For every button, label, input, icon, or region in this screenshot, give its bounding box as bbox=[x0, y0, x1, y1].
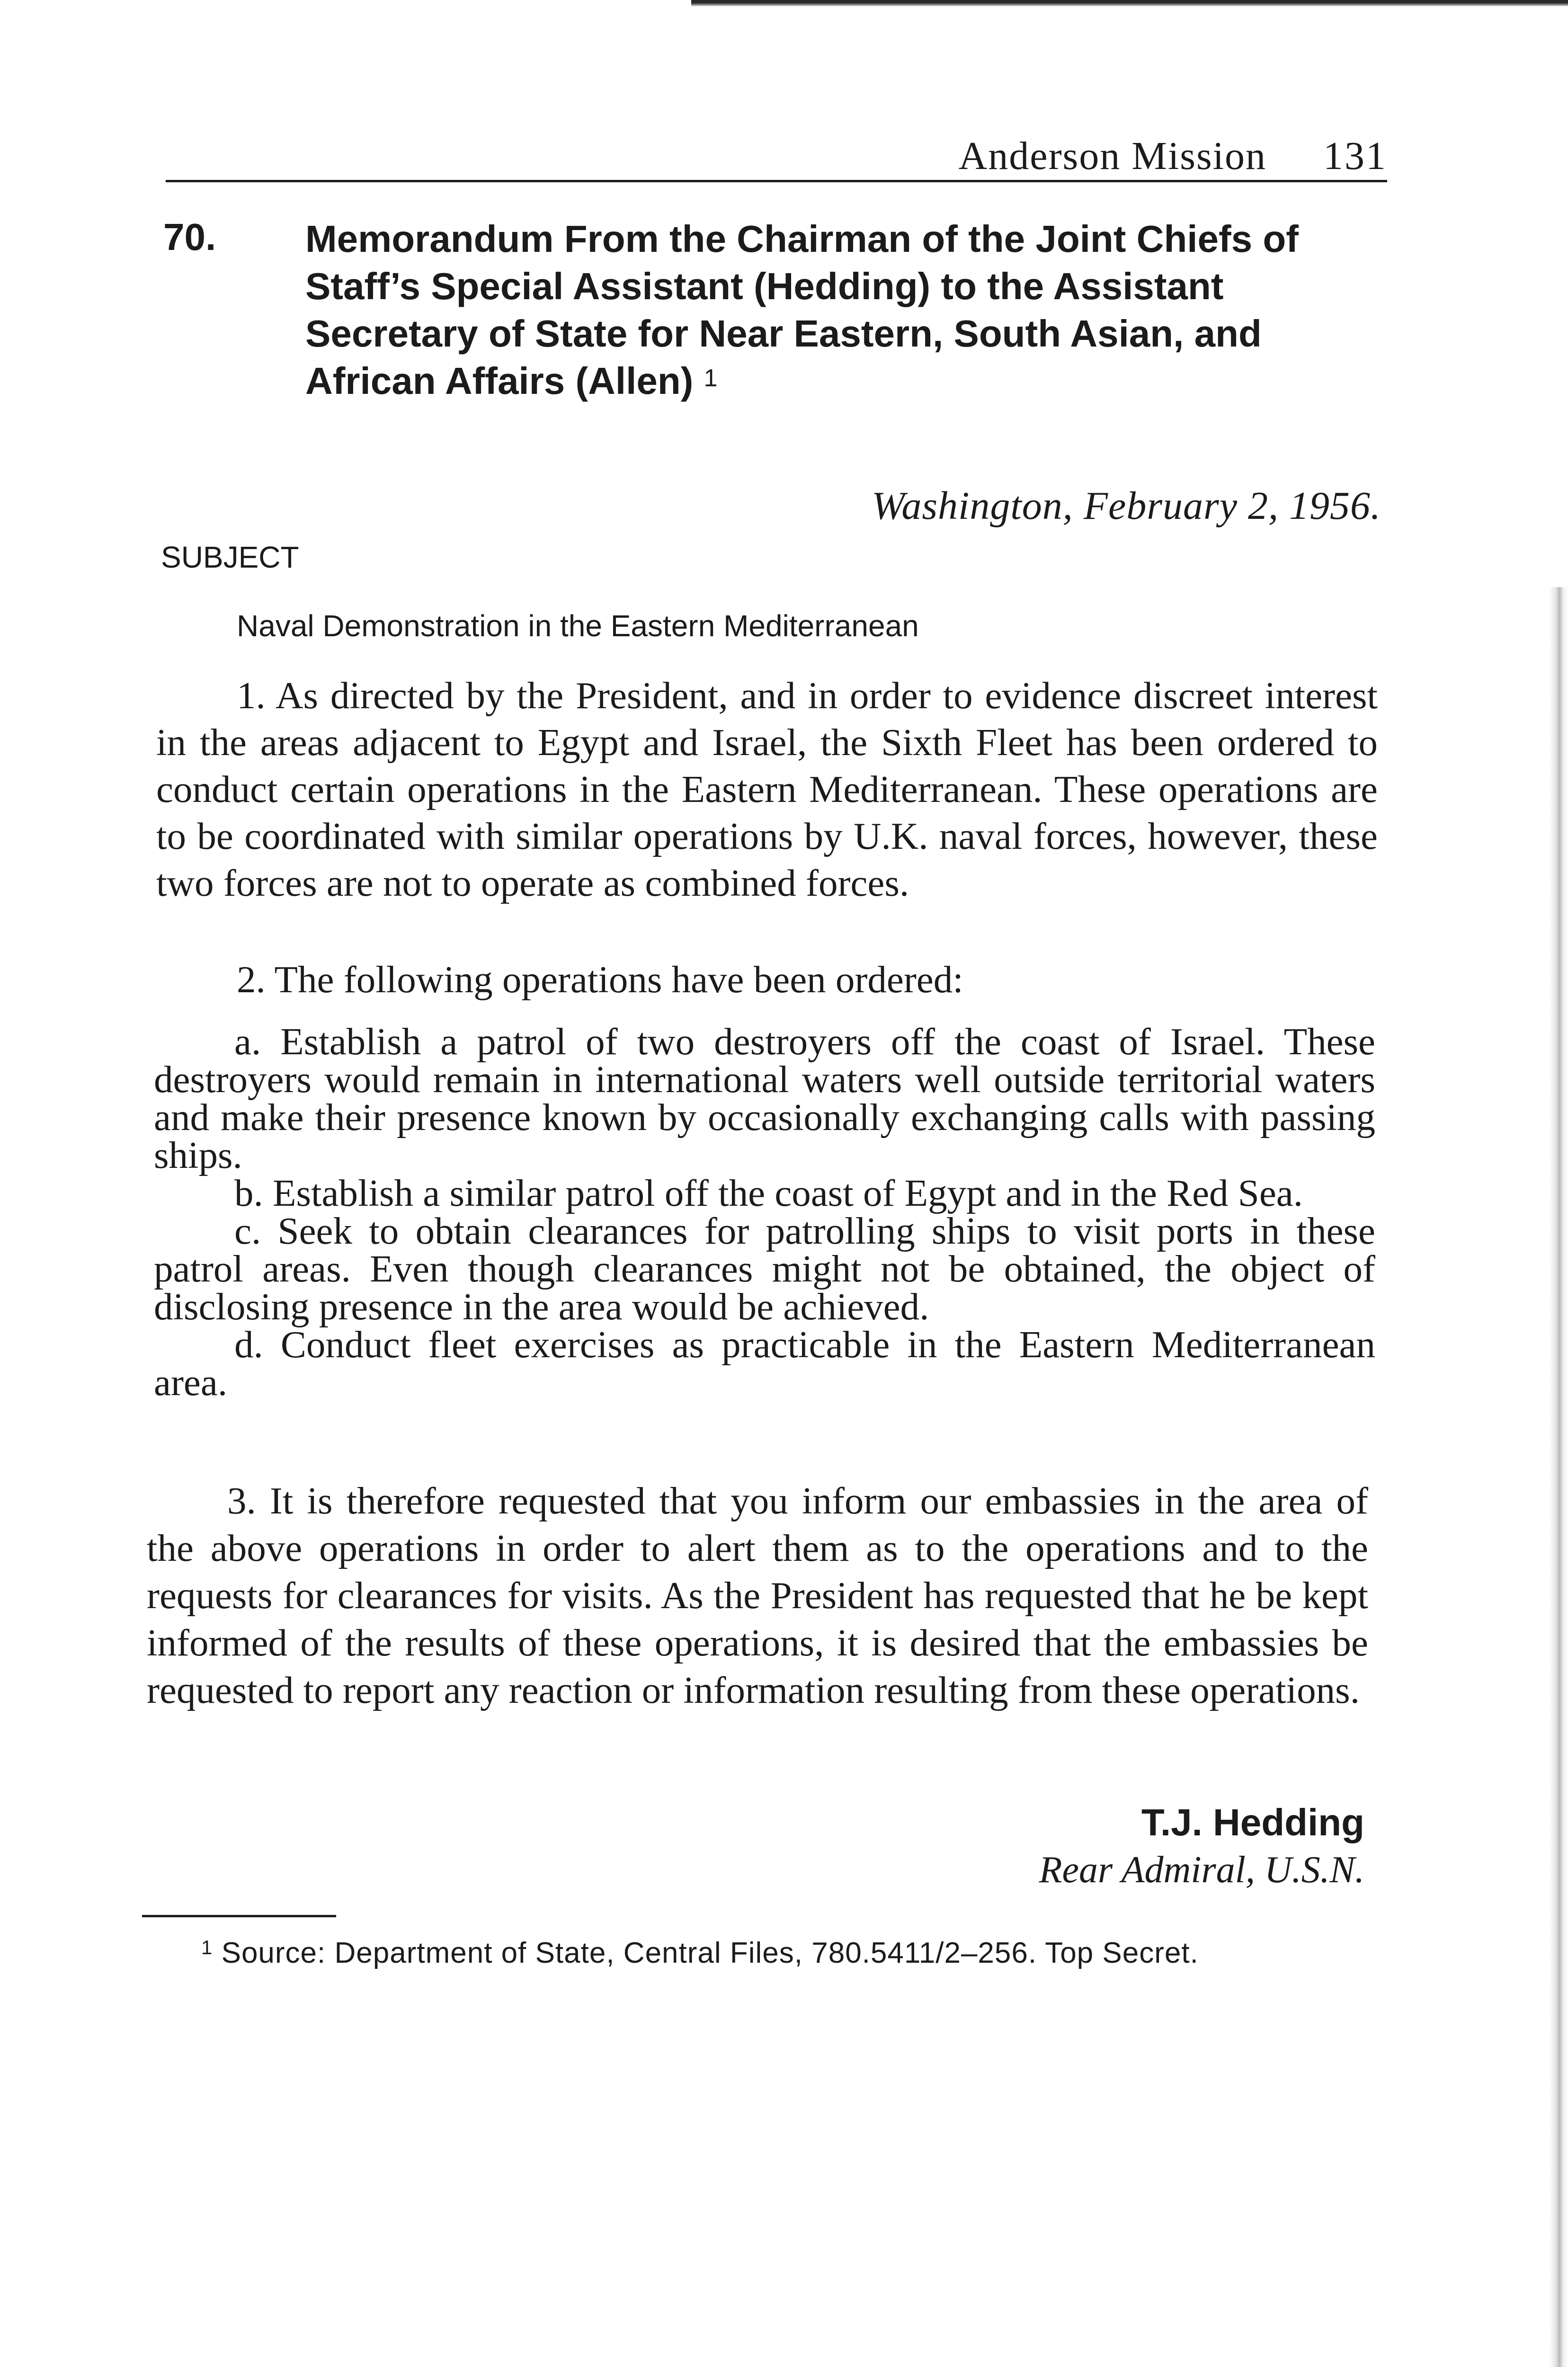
footnote-marker: 1 bbox=[201, 1936, 213, 1958]
scan-edge-top bbox=[691, 0, 1568, 7]
paragraph-2-text: 2. The following operations have been ordered: bbox=[237, 958, 963, 1001]
footnote bbox=[201, 1936, 1199, 1970]
operation-item-d: d. Conduct fleet exercises as practicable in the Eastern Mediterranean area. bbox=[154, 1323, 1375, 1404]
operation-item-b: b. Establish a similar patrol off the coast of Egypt and in the Red Sea. bbox=[234, 1172, 1303, 1214]
running-head-title: Anderson Mission bbox=[958, 134, 1266, 178]
running-head bbox=[166, 128, 1387, 182]
operation-item-a: a. Establish a patrol of two destroyers off the coast of Israel. These destroyers would remain in international waters well outside territorial waters and make their presence known by occasionally exchanging calls with passing ships. bbox=[154, 1020, 1375, 1176]
document-title-line-2: Staff’s Special Assistant (Hedding) to the Assistant bbox=[305, 265, 1224, 307]
signature-rank: Rear Admiral, U.S.N. bbox=[1039, 1849, 1364, 1891]
signature-name: T.J. Hedding bbox=[1141, 1801, 1364, 1843]
footnote-rule bbox=[142, 1915, 336, 1917]
page-number: 131 bbox=[1323, 134, 1387, 178]
paragraph-3-text: 3. It is therefore requested that you inform our embassies in the area of the above operations in order to alert them as to the operations and to the requests for clearances for visits. As the President has requested that he be kept informed of the results of these operations, it is desired that the embassies be requested to report any reaction or information resulting from these operations. bbox=[147, 1479, 1368, 1711]
document-title-line-1: Memorandum From the Chairman of the Joint Chiefs of bbox=[305, 218, 1299, 260]
document-number: 70. bbox=[163, 216, 216, 258]
operation-item-c: c. Seek to obtain clearances for patrolling ships to visit ports in these patrol areas. Even though clearances might not be obtained, the object of disclosing presence in the area would be achieved. bbox=[154, 1210, 1375, 1328]
signature-block bbox=[1039, 1799, 1364, 1894]
document-title-line-3: Secretary of State for Near Eastern, South Asian, and bbox=[305, 312, 1262, 355]
scan-edge-right bbox=[1549, 587, 1568, 2367]
paragraph-3 bbox=[147, 1477, 1368, 1714]
operations-list bbox=[154, 1020, 1375, 1404]
title-footnote-ref: 1 bbox=[704, 365, 718, 392]
footnote-text: Source: Department of State, Central Files, 780.5411/2–256. Top Secret. bbox=[221, 1937, 1199, 1969]
document-title bbox=[305, 215, 1404, 405]
subject-text: Naval Demonstration in the Eastern Mediterranean bbox=[237, 609, 919, 643]
paragraph-1 bbox=[156, 672, 1378, 907]
document-title-line-4-text: African Affairs (Allen) bbox=[305, 360, 694, 402]
paragraph-1-text: 1. As directed by the President, and in order to evidence discreet interest in the areas adjacent to Egypt and Israel, the Sixth Fleet has been ordered to conduct certain operations in the Eastern Mediterranean. These operations are to be coordinated with similar operations by U.K. naval forces, however, these two forces are not to operate as combined forces. bbox=[156, 674, 1378, 904]
dateline: Washington, February 2, 1956. bbox=[872, 484, 1381, 528]
document-title-line-4 bbox=[305, 357, 1404, 405]
subject-label: SUBJECT bbox=[161, 540, 299, 574]
paragraph-2 bbox=[156, 956, 1378, 1003]
